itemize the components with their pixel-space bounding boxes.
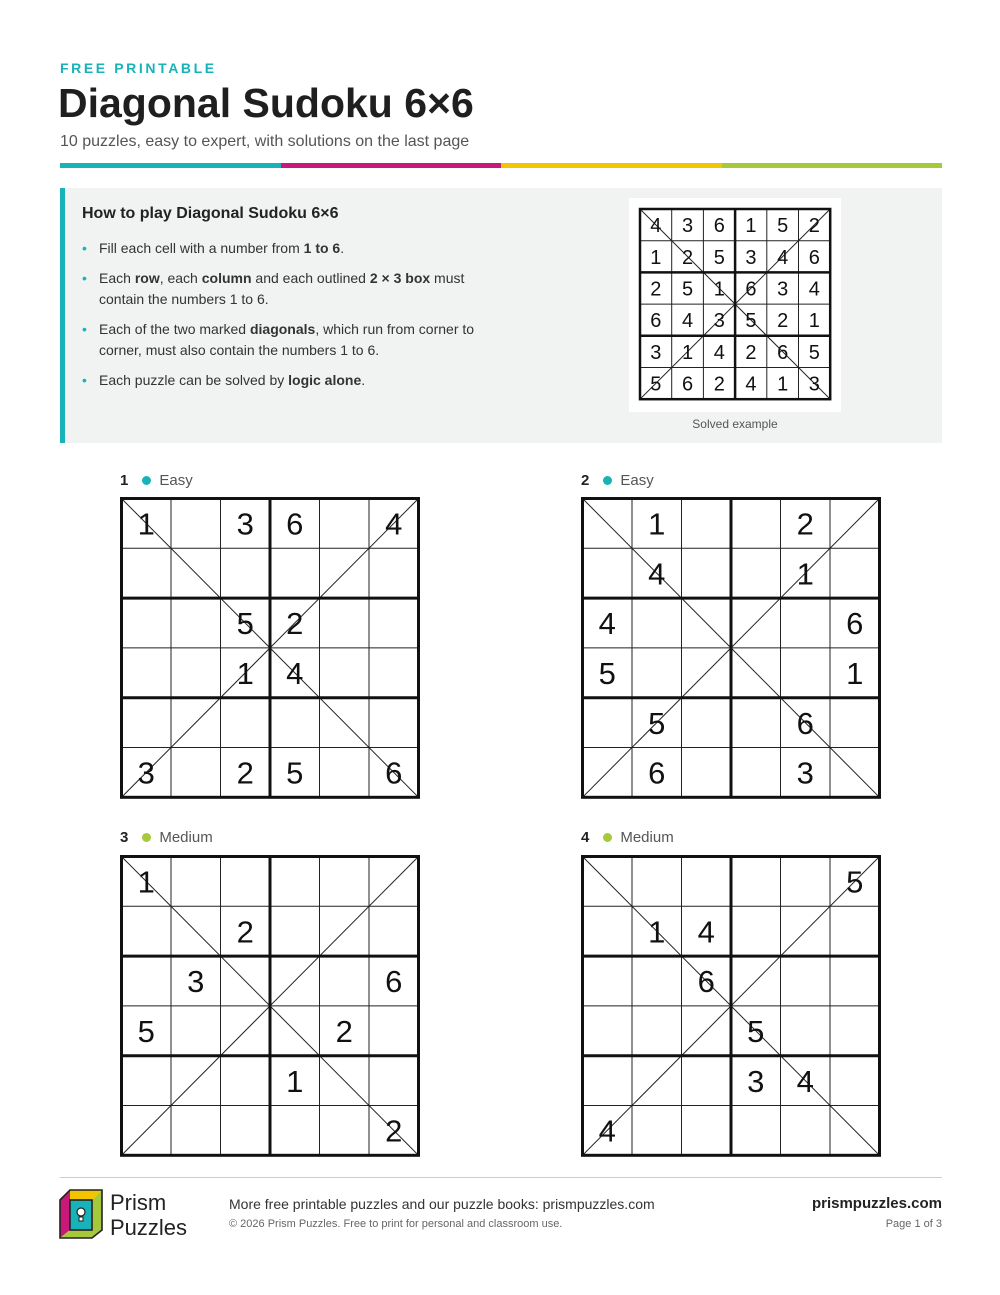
rule-item: • Each of the two marked diagonals, which run from corner to corner, must also contain the numbers 1 to 6. xyxy=(82,321,475,358)
cell-digit: 1 xyxy=(648,506,666,542)
cell-digit: 2 xyxy=(335,1013,353,1049)
puzzle-2-grid xyxy=(581,497,881,799)
rules-list xyxy=(82,238,502,400)
puzzle-number: 4 xyxy=(581,829,590,846)
cell-digit: 3 xyxy=(681,215,694,238)
cell-digit: 4 xyxy=(681,310,694,333)
cell-digit: 1 xyxy=(286,1063,304,1099)
cell-digit: 2 xyxy=(808,215,820,238)
cell-digit: 3 xyxy=(713,310,725,333)
puzzle-4-grid xyxy=(581,855,881,1157)
cell-digit: 1 xyxy=(681,341,694,364)
cell-digit: 6 xyxy=(385,755,403,791)
footer-link-text: More free printable puzzles and our puzzle books: prismpuzzles.com xyxy=(229,1196,655,1212)
cell-digit: 2 xyxy=(713,373,725,396)
cell-digit: 5 xyxy=(650,373,662,396)
cell-digit: 6 xyxy=(796,705,814,741)
cell-digit: 4 xyxy=(286,655,304,691)
footer-site[interactable]: prismpuzzles.com xyxy=(811,1195,942,1212)
svg-text:Prism: Prism xyxy=(110,1190,167,1215)
cell-digit: 5 xyxy=(777,215,789,238)
stripe-segment xyxy=(281,163,502,168)
cell-digit: 5 xyxy=(286,755,304,791)
cell-digit: 1 xyxy=(236,655,254,691)
cell-digit: 3 xyxy=(745,246,757,269)
cell-digit: 5 xyxy=(236,606,254,642)
bullet-icon: • xyxy=(82,372,87,388)
cell-digit: 6 xyxy=(286,506,304,542)
cell-digit: 4 xyxy=(598,606,616,642)
puzzle-number: 1 xyxy=(120,472,129,489)
cell-digit: 2 xyxy=(286,606,304,642)
puzzle-3-grid xyxy=(120,855,420,1157)
rule-item: • Each puzzle can be solved by logic alone. xyxy=(82,370,502,391)
page-title: Diagonal Sudoku 6×6 xyxy=(58,80,474,126)
cell-digit: 6 xyxy=(681,373,694,396)
cell-digit: 5 xyxy=(808,341,820,364)
cell-digit: 4 xyxy=(808,278,820,301)
cell-digit: 3 xyxy=(137,755,155,791)
cell-digit: 6 xyxy=(745,278,757,301)
rule-item: • Fill each cell with a number from 1 to 6. xyxy=(82,238,502,259)
kicker: FREE PRINTABLE xyxy=(60,60,217,76)
cell-digit: 1 xyxy=(648,914,666,950)
difficulty-dot xyxy=(603,833,612,842)
difficulty-label: Medium xyxy=(159,829,213,846)
cell-digit: 5 xyxy=(846,864,864,900)
cell-digit: 3 xyxy=(650,341,662,364)
cell-digit: 3 xyxy=(747,1063,765,1099)
how-to-play-panel xyxy=(60,188,942,443)
puzzle-2-label xyxy=(581,472,654,489)
footer-rule xyxy=(60,1177,942,1178)
cell-digit: 6 xyxy=(713,215,725,238)
cell-digit: 3 xyxy=(808,373,820,396)
cell-digit: 2 xyxy=(777,310,789,333)
cell-digit: 2 xyxy=(385,1113,403,1149)
cell-digit: 1 xyxy=(137,506,155,542)
cell-digit: 1 xyxy=(745,215,757,238)
cell-digit: 5 xyxy=(137,1013,155,1049)
cell-digit: 1 xyxy=(808,310,820,333)
solved-example-grid xyxy=(629,198,841,412)
cell-digit: 3 xyxy=(796,755,814,791)
color-stripe xyxy=(60,163,942,168)
cell-digit: 5 xyxy=(681,278,694,301)
bullet-icon: • xyxy=(82,240,87,256)
difficulty-label: Easy xyxy=(159,472,193,489)
difficulty-dot xyxy=(142,476,151,485)
cell-digit: 4 xyxy=(745,373,757,396)
svg-text:Puzzles: Puzzles xyxy=(110,1215,188,1240)
puzzle-1-grid xyxy=(120,497,420,799)
example-caption: Solved example xyxy=(692,417,778,431)
page-subtitle: 10 puzzles, easy to expert, with solutions on the last page xyxy=(60,133,470,150)
cell-digit: 2 xyxy=(796,506,814,542)
page-number: Page 1 of 3 xyxy=(885,1218,942,1230)
prism-puzzles-logo xyxy=(58,1188,218,1240)
cell-digit: 5 xyxy=(598,655,616,691)
cell-digit: 1 xyxy=(650,246,662,269)
cell-digit: 6 xyxy=(846,606,864,642)
cell-digit: 3 xyxy=(236,506,254,542)
stripe-segment xyxy=(60,163,281,168)
cell-digit: 6 xyxy=(808,246,820,269)
rule-item: • Each row, each column and each outlined 2 × 3 box must contain the numbers 1 to 6. xyxy=(82,270,465,307)
how-to-play-heading: How to play Diagonal Sudoku 6×6 xyxy=(82,205,339,222)
cell-digit: 4 xyxy=(796,1063,814,1099)
cell-digit: 6 xyxy=(385,964,403,1000)
difficulty-label: Easy xyxy=(620,472,654,489)
stripe-segment xyxy=(501,163,722,168)
puzzle-1-label xyxy=(120,472,193,489)
difficulty-dot xyxy=(603,476,612,485)
cell-digit: 6 xyxy=(648,755,666,791)
cell-digit: 2 xyxy=(236,914,254,950)
cell-digit: 5 xyxy=(747,1013,765,1049)
bullet-icon: • xyxy=(82,321,87,337)
cell-digit: 6 xyxy=(697,964,715,1000)
cell-digit: 4 xyxy=(385,506,403,542)
cell-digit: 1 xyxy=(796,556,814,592)
cell-digit: 2 xyxy=(236,755,254,791)
puzzle-number: 3 xyxy=(120,829,129,846)
cell-digit: 1 xyxy=(713,278,725,301)
puzzle-number: 2 xyxy=(581,472,590,489)
cell-digit: 4 xyxy=(650,215,662,238)
cell-digit: 5 xyxy=(713,246,725,269)
puzzle-3-label xyxy=(120,829,213,846)
cell-digit: 4 xyxy=(598,1113,616,1149)
cell-digit: 1 xyxy=(777,373,789,396)
stripe-segment xyxy=(722,163,943,168)
cell-digit: 5 xyxy=(648,705,666,741)
cell-digit: 3 xyxy=(187,964,205,1000)
cell-digit: 2 xyxy=(745,341,757,364)
cell-digit: 3 xyxy=(777,278,789,301)
difficulty-dot xyxy=(142,833,151,842)
cell-digit: 5 xyxy=(745,310,757,333)
cell-digit: 4 xyxy=(777,246,789,269)
cell-digit: 6 xyxy=(650,310,662,333)
cell-digit: 4 xyxy=(648,556,666,592)
footer-copyright: © 2026 Prism Puzzles. Free to print for personal and classroom use. xyxy=(229,1218,563,1230)
cell-digit: 4 xyxy=(713,341,725,364)
bullet-icon: • xyxy=(82,270,87,286)
cell-digit: 2 xyxy=(681,246,694,269)
puzzle-4-label xyxy=(581,829,674,846)
cell-digit: 4 xyxy=(697,914,715,950)
cell-digit: 1 xyxy=(846,655,864,691)
cell-digit: 6 xyxy=(777,341,789,364)
cell-digit: 2 xyxy=(650,278,662,301)
cell-digit: 1 xyxy=(137,864,155,900)
difficulty-label: Medium xyxy=(620,829,674,846)
